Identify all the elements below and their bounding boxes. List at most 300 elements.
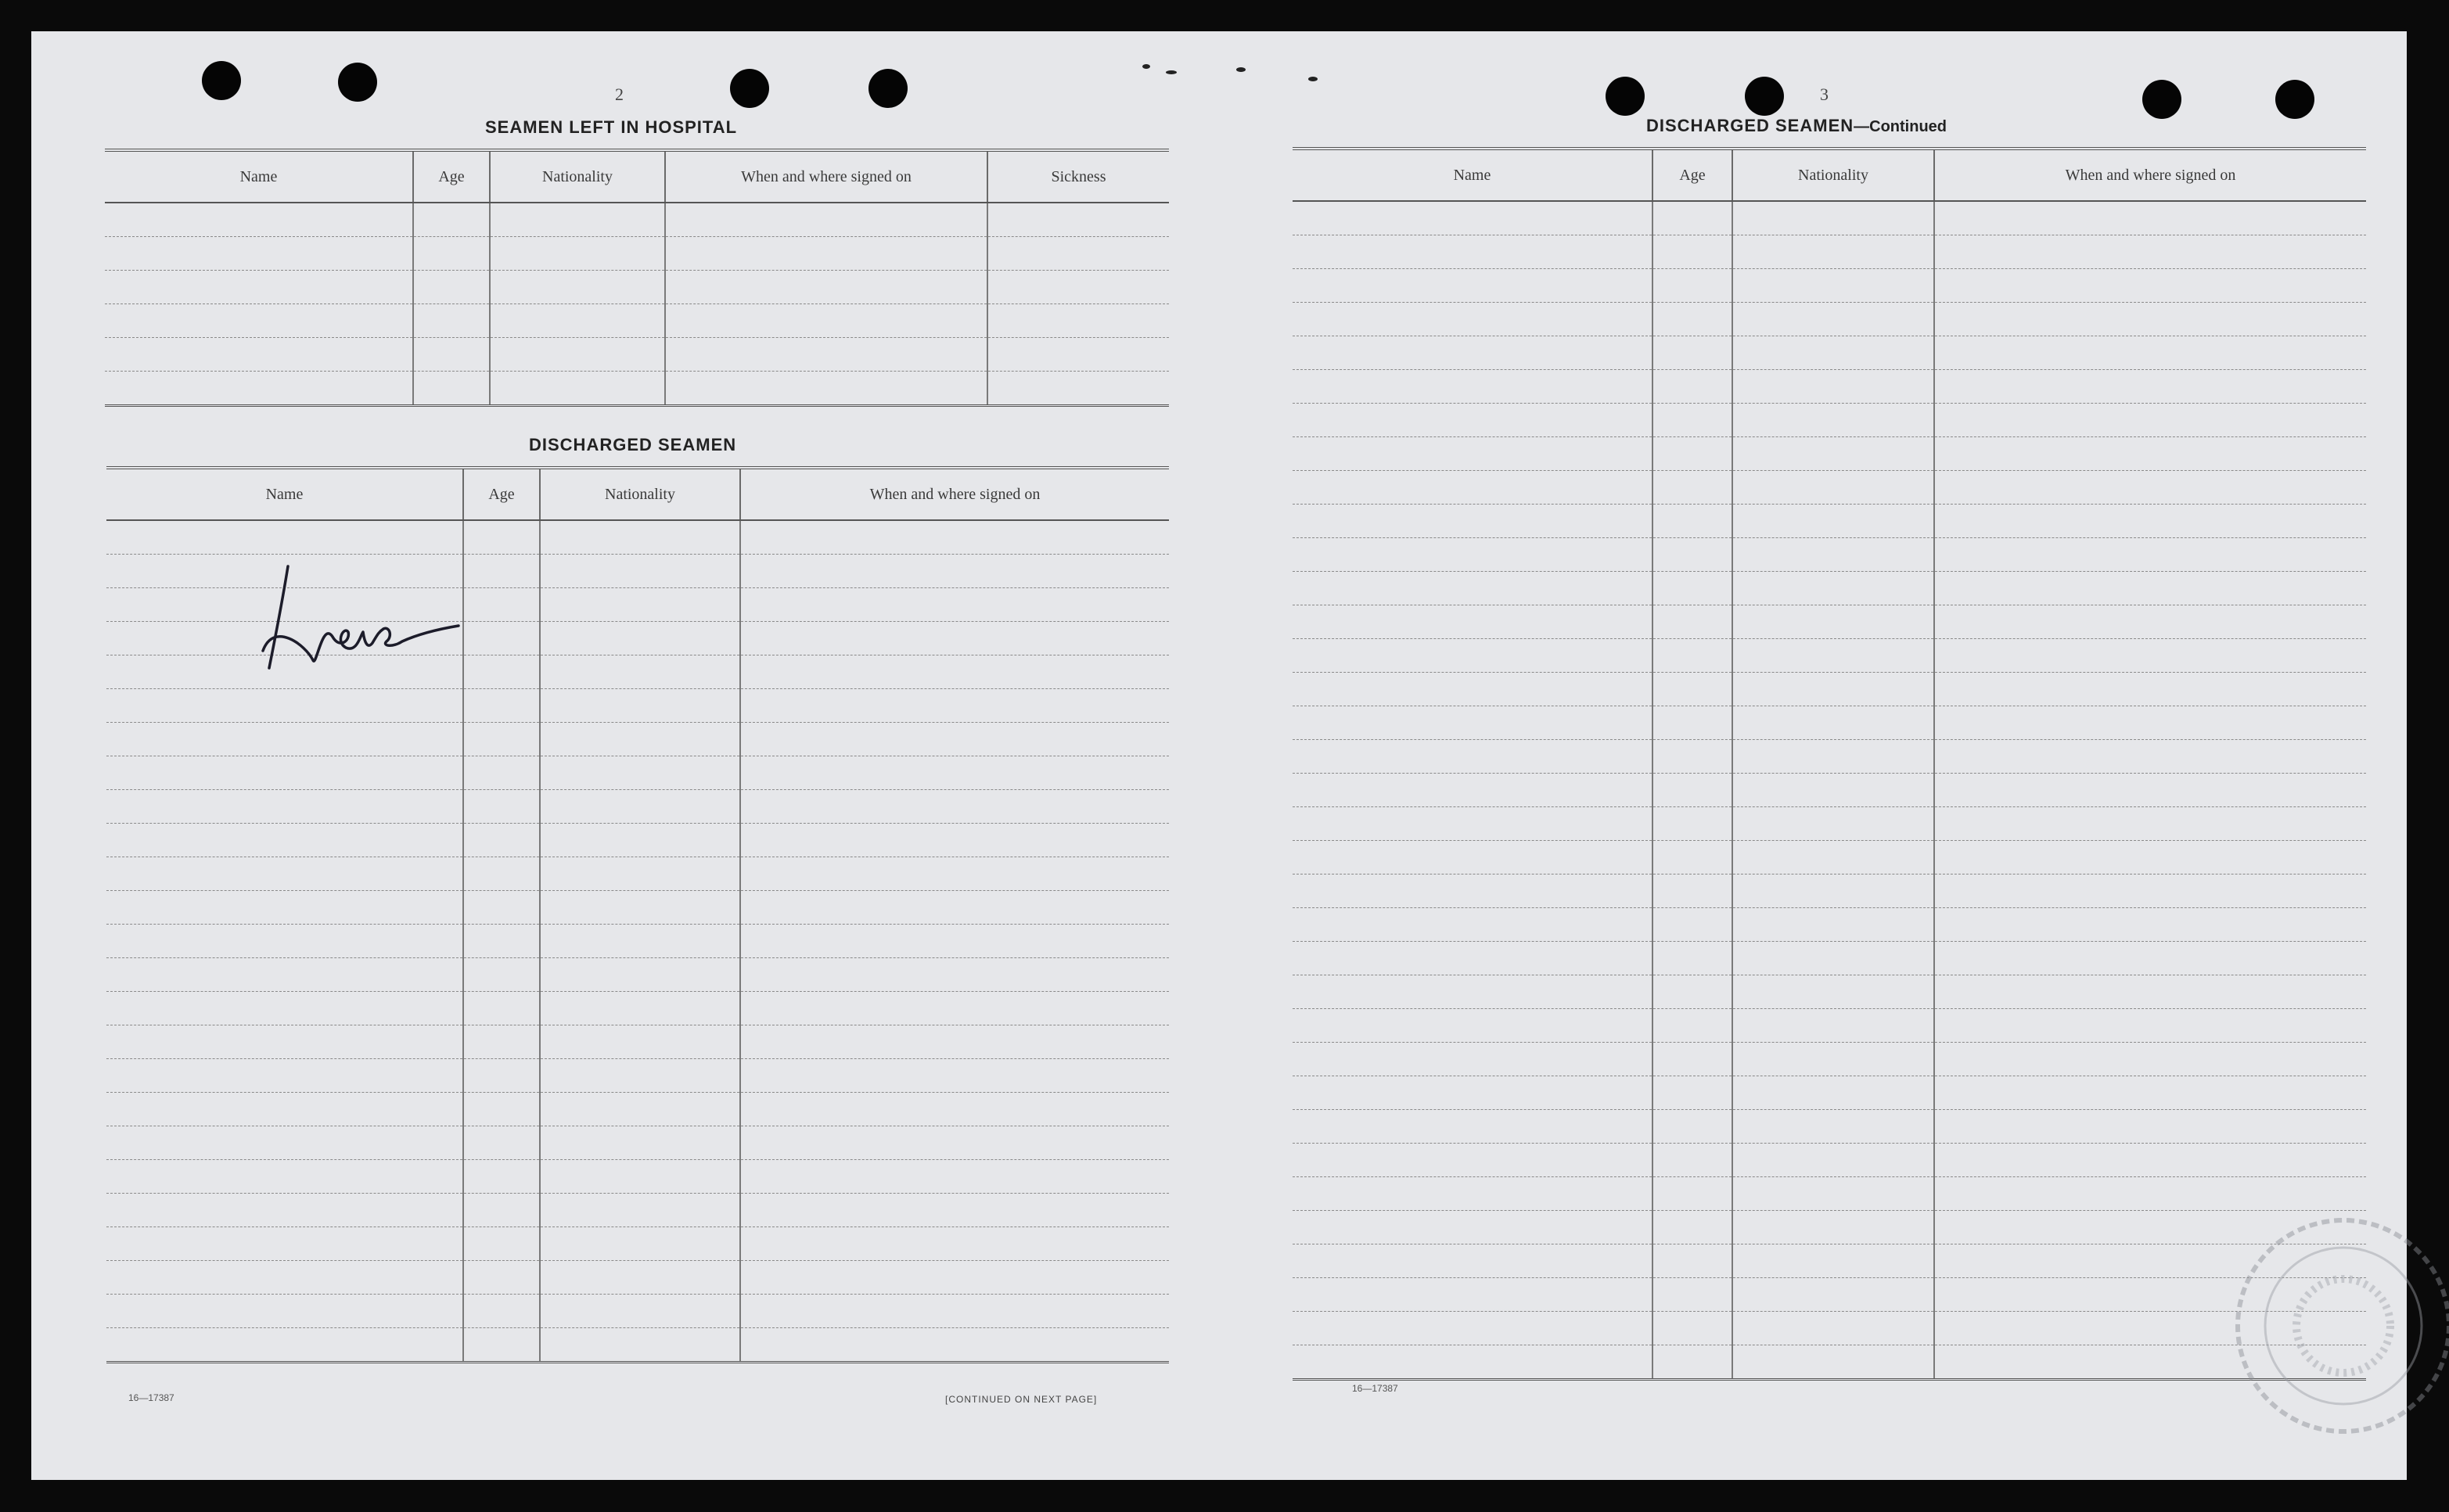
table-cell <box>665 304 987 338</box>
table-cell <box>1652 673 1732 706</box>
table-row <box>1293 370 2366 404</box>
column-header-nationality: Nationality <box>1732 149 1934 201</box>
table-cell <box>1293 471 1652 505</box>
table-cell <box>463 992 540 1025</box>
left-page <box>31 31 1221 1480</box>
table-cell <box>1732 605 1934 639</box>
table-cell <box>106 1160 463 1194</box>
table-row <box>105 271 1169 304</box>
table-cell <box>1652 1043 1732 1076</box>
table-row <box>1293 605 2366 639</box>
table-cell <box>1293 1043 1652 1076</box>
table-cell <box>740 925 1169 958</box>
table-cell <box>740 1025 1169 1059</box>
table-cell <box>1934 505 2366 538</box>
table-cell <box>1934 673 2366 706</box>
speck-mark <box>1236 67 1246 72</box>
table-cell <box>987 304 1169 338</box>
table-cell <box>540 1093 740 1126</box>
table-row <box>106 857 1169 891</box>
table-cell <box>740 520 1169 555</box>
table-cell <box>1732 975 1934 1009</box>
table-cell <box>1652 269 1732 303</box>
table-cell <box>540 790 740 824</box>
table-row <box>1293 404 2366 437</box>
punch-hole-icon <box>730 69 769 108</box>
table-cell <box>540 1025 740 1059</box>
table-cell <box>105 203 413 237</box>
table-cell <box>540 1160 740 1194</box>
table-cell <box>987 338 1169 372</box>
table-cell <box>540 555 740 588</box>
table-cell <box>490 271 665 304</box>
table-cell <box>1934 235 2366 269</box>
table-cell <box>1934 1043 2366 1076</box>
table-cell <box>413 237 490 271</box>
table-row <box>106 1126 1169 1160</box>
table-cell <box>1652 336 1732 370</box>
table-cell <box>1293 437 1652 471</box>
table-cell <box>1293 370 1652 404</box>
table-cell <box>1934 1009 2366 1043</box>
table-row <box>1293 908 2366 942</box>
table-cell <box>1293 1144 1652 1177</box>
table-cell <box>740 857 1169 891</box>
column-header-signed-on: When and where signed on <box>665 150 987 203</box>
table-row <box>1293 841 2366 875</box>
table-cell <box>1293 774 1652 807</box>
table-row <box>1293 437 2366 471</box>
table-cell <box>1934 269 2366 303</box>
table-cell <box>1934 908 2366 942</box>
table-row <box>106 824 1169 857</box>
table-row <box>1293 572 2366 605</box>
table-cell <box>463 1025 540 1059</box>
table-cell <box>540 958 740 992</box>
table-cell <box>106 1126 463 1160</box>
table-cell <box>413 203 490 237</box>
punch-hole-icon <box>1606 77 1645 116</box>
punch-hole-icon <box>2275 80 2314 119</box>
table-cell <box>540 756 740 790</box>
table-row <box>106 756 1169 790</box>
table-row <box>105 372 1169 406</box>
table-cell <box>1732 875 1934 908</box>
table-row <box>106 723 1169 756</box>
table-row <box>1293 774 2366 807</box>
table-cell <box>1293 975 1652 1009</box>
table-cell <box>1934 437 2366 471</box>
punch-hole-icon <box>1745 77 1784 116</box>
table-row <box>1293 1009 2366 1043</box>
table-cell <box>1293 1211 1652 1244</box>
table-row <box>106 1328 1169 1363</box>
table-cell <box>1652 1278 1732 1312</box>
table-cell <box>1732 269 1934 303</box>
table-cell <box>105 237 413 271</box>
column-header-nationality: Nationality <box>490 150 665 203</box>
table-cell <box>1652 303 1732 336</box>
table-cell <box>1732 639 1934 673</box>
table-row <box>1293 1278 2366 1312</box>
table-cell <box>740 1194 1169 1227</box>
table-cell <box>106 891 463 925</box>
table-cell <box>463 655 540 689</box>
table-cell <box>463 1194 540 1227</box>
table-cell <box>463 824 540 857</box>
table-cell <box>540 520 740 555</box>
table-cell <box>1652 875 1732 908</box>
table-cell <box>540 925 740 958</box>
table-cell <box>1652 1345 1732 1380</box>
table-cell <box>1652 1177 1732 1211</box>
table-cell <box>1293 740 1652 774</box>
table-cell <box>106 1093 463 1126</box>
table-cell <box>1652 740 1732 774</box>
table-cell <box>490 338 665 372</box>
table-cell <box>740 1328 1169 1363</box>
table-cell <box>106 1295 463 1328</box>
table-cell <box>740 689 1169 723</box>
table-cell <box>106 723 463 756</box>
table-cell <box>490 237 665 271</box>
table-cell <box>1732 673 1934 706</box>
table-cell <box>463 790 540 824</box>
table-cell <box>1732 807 1934 841</box>
table-cell <box>740 891 1169 925</box>
table-cell <box>1732 1278 1934 1312</box>
table-cell <box>987 372 1169 406</box>
table-cell <box>1652 841 1732 875</box>
table-cell <box>106 1261 463 1295</box>
table-cell <box>1934 706 2366 740</box>
table-row <box>1293 235 2366 269</box>
table-cell <box>1732 1076 1934 1110</box>
table-cell <box>740 1093 1169 1126</box>
table-cell <box>1934 201 2366 235</box>
table-cell <box>490 304 665 338</box>
table-cell <box>1934 1177 2366 1211</box>
table-cell <box>106 1194 463 1227</box>
table-cell <box>463 1126 540 1160</box>
table-cell <box>1732 740 1934 774</box>
table-cell <box>463 689 540 723</box>
table-row <box>106 689 1169 723</box>
table-cell <box>665 338 987 372</box>
column-header-sickness: Sickness <box>987 150 1169 203</box>
table-cell <box>740 1059 1169 1093</box>
official-stamp-icon <box>2230 1212 2449 1439</box>
table-row <box>106 1227 1169 1261</box>
table-cell <box>1293 1177 1652 1211</box>
table-cell <box>463 1160 540 1194</box>
punch-hole-icon <box>338 63 377 102</box>
table-cell <box>540 1328 740 1363</box>
column-header-age: Age <box>1652 149 1732 201</box>
table-cell <box>463 925 540 958</box>
table-cell <box>540 622 740 655</box>
table-cell <box>106 1328 463 1363</box>
table-cell <box>413 304 490 338</box>
table-row <box>106 1160 1169 1194</box>
speck-mark <box>1166 70 1177 74</box>
table-cell <box>540 857 740 891</box>
table-cell <box>463 1328 540 1363</box>
table-row <box>1293 303 2366 336</box>
table-cell <box>463 1227 540 1261</box>
table-row <box>1293 975 2366 1009</box>
table-cell <box>1652 1244 1732 1278</box>
page-number: 2 <box>615 84 624 104</box>
table-row <box>1293 505 2366 538</box>
table-cell <box>740 1126 1169 1160</box>
table-cell <box>1293 572 1652 605</box>
table-cell <box>540 824 740 857</box>
table-cell <box>1934 875 2366 908</box>
table-cell <box>1732 1345 1934 1380</box>
table-cell <box>1732 942 1934 975</box>
handwritten-signature-icon <box>258 551 462 676</box>
table-cell <box>540 1261 740 1295</box>
table-cell <box>1934 841 2366 875</box>
table-cell <box>1934 538 2366 572</box>
table-cell <box>1293 201 1652 235</box>
table-cell <box>463 555 540 588</box>
table-cell <box>1293 1076 1652 1110</box>
table-cell <box>1293 875 1652 908</box>
hospital-table <box>105 149 1169 407</box>
table-cell <box>1934 740 2366 774</box>
table-cell <box>463 520 540 555</box>
table-cell <box>106 756 463 790</box>
discharged-continued-title-main: DISCHARGED SEAMEN <box>1646 116 1854 135</box>
table-cell <box>740 992 1169 1025</box>
table-cell <box>1732 235 1934 269</box>
table-cell <box>1732 841 1934 875</box>
column-header-age: Age <box>413 150 490 203</box>
table-cell <box>1934 774 2366 807</box>
table-row <box>106 520 1169 555</box>
table-cell <box>1293 942 1652 975</box>
table-row <box>106 1059 1169 1093</box>
table-cell <box>1652 807 1732 841</box>
table-row <box>1293 875 2366 908</box>
table-cell <box>1293 841 1652 875</box>
table-cell <box>1652 471 1732 505</box>
table-cell <box>490 372 665 406</box>
table-cell <box>665 203 987 237</box>
table-cell <box>1934 639 2366 673</box>
table-row <box>1293 336 2366 370</box>
table-row <box>1293 807 2366 841</box>
table-cell <box>1652 639 1732 673</box>
table-cell <box>1293 1312 1652 1345</box>
table-cell <box>1652 1076 1732 1110</box>
table-cell <box>1732 1244 1934 1278</box>
table-cell <box>1732 1043 1934 1076</box>
table-cell <box>740 655 1169 689</box>
table-cell <box>1652 235 1732 269</box>
table-cell <box>1934 471 2366 505</box>
table-cell <box>463 756 540 790</box>
table-cell <box>1293 1009 1652 1043</box>
table-cell <box>1293 1278 1652 1312</box>
table-cell <box>1934 370 2366 404</box>
table-cell <box>1293 706 1652 740</box>
table-cell <box>1934 1144 2366 1177</box>
table-cell <box>1652 404 1732 437</box>
table-cell <box>1652 908 1732 942</box>
table-cell <box>987 237 1169 271</box>
table-cell <box>1732 1211 1934 1244</box>
speck-mark <box>1308 77 1318 81</box>
table-cell <box>1732 370 1934 404</box>
table-cell <box>1732 505 1934 538</box>
table-row <box>1293 1345 2366 1380</box>
table-cell <box>105 372 413 406</box>
table-cell <box>106 520 463 555</box>
table-cell <box>740 622 1169 655</box>
table-cell <box>1293 303 1652 336</box>
table-row <box>1293 1211 2366 1244</box>
table-cell <box>106 857 463 891</box>
right-page <box>1252 31 2407 1480</box>
discharged-continued-title <box>1646 116 1947 136</box>
column-header-age: Age <box>463 468 540 520</box>
table-cell <box>540 1295 740 1328</box>
table-row <box>1293 673 2366 706</box>
table-row <box>106 992 1169 1025</box>
table-cell <box>1652 774 1732 807</box>
table-row <box>1293 1144 2366 1177</box>
column-header-signed-on: When and where signed on <box>740 468 1169 520</box>
table-cell <box>463 1261 540 1295</box>
table-cell <box>987 271 1169 304</box>
table-cell <box>1293 807 1652 841</box>
page-number: 3 <box>1820 84 1829 104</box>
table-cell <box>1732 1177 1934 1211</box>
table-row <box>1293 740 2366 774</box>
table-cell <box>1934 1110 2366 1144</box>
table-cell <box>1652 1110 1732 1144</box>
punch-hole-icon <box>202 61 241 100</box>
table-cell <box>1652 1009 1732 1043</box>
table-cell <box>463 622 540 655</box>
table-cell <box>105 271 413 304</box>
table-cell <box>1652 605 1732 639</box>
table-row <box>106 1093 1169 1126</box>
table-cell <box>106 689 463 723</box>
document-sheet <box>31 31 2407 1480</box>
table-row <box>106 1025 1169 1059</box>
table-cell <box>1732 404 1934 437</box>
table-cell <box>665 237 987 271</box>
table-row <box>106 958 1169 992</box>
table-cell <box>1652 538 1732 572</box>
table-row <box>1293 471 2366 505</box>
table-cell <box>1934 605 2366 639</box>
table-cell <box>1293 605 1652 639</box>
table-cell <box>1732 336 1934 370</box>
table-cell <box>1293 1345 1652 1380</box>
table-cell <box>106 1227 463 1261</box>
table-cell <box>540 723 740 756</box>
table-cell <box>1732 774 1934 807</box>
table-cell <box>540 891 740 925</box>
column-header-name: Name <box>106 468 463 520</box>
table-cell <box>1293 908 1652 942</box>
table-row <box>106 1261 1169 1295</box>
table-row <box>1293 706 2366 740</box>
table-cell <box>463 891 540 925</box>
table-cell <box>1732 538 1934 572</box>
table-cell <box>540 1059 740 1093</box>
table-row <box>1293 1244 2366 1278</box>
table-cell <box>1652 942 1732 975</box>
table-cell <box>490 203 665 237</box>
table-cell <box>463 723 540 756</box>
table-cell <box>1652 975 1732 1009</box>
table-cell <box>1652 1211 1732 1244</box>
table-cell <box>1934 572 2366 605</box>
table-cell <box>540 1227 740 1261</box>
table-row <box>106 891 1169 925</box>
column-header-name: Name <box>1293 149 1652 201</box>
continued-note: [CONTINUED ON NEXT PAGE] <box>945 1394 1098 1405</box>
table-cell <box>1934 975 2366 1009</box>
table-cell <box>1652 572 1732 605</box>
table-cell <box>1934 336 2366 370</box>
table-cell <box>413 271 490 304</box>
table-cell <box>106 992 463 1025</box>
table-row <box>105 338 1169 372</box>
table-cell <box>740 1261 1169 1295</box>
table-cell <box>740 790 1169 824</box>
table-row <box>1293 269 2366 303</box>
table-cell <box>987 203 1169 237</box>
table-cell <box>1652 370 1732 404</box>
table-cell <box>1934 404 2366 437</box>
table-cell <box>1652 437 1732 471</box>
discharged-continued-title-suffix: —Continued <box>1854 118 1947 135</box>
table-row <box>1293 538 2366 572</box>
table-cell <box>463 857 540 891</box>
table-row <box>1293 1312 2366 1345</box>
table-cell <box>1652 201 1732 235</box>
table-cell <box>1293 336 1652 370</box>
form-code: 16—17387 <box>1352 1383 1398 1394</box>
table-cell <box>1732 908 1934 942</box>
table-cell <box>1732 1312 1934 1345</box>
table-cell <box>1293 1244 1652 1278</box>
table-row <box>106 1295 1169 1328</box>
table-cell <box>1732 572 1934 605</box>
table-cell <box>1732 706 1934 740</box>
table-cell <box>665 372 987 406</box>
column-header-nationality: Nationality <box>540 468 740 520</box>
column-header-name: Name <box>105 150 413 203</box>
table-cell <box>1934 1076 2366 1110</box>
punch-hole-icon <box>868 69 908 108</box>
table-cell <box>1732 201 1934 235</box>
table-cell <box>1732 1009 1934 1043</box>
table-row <box>105 203 1169 237</box>
table-row <box>1293 942 2366 975</box>
hospital-section-title: SEAMEN LEFT IN HOSPITAL <box>485 117 738 137</box>
table-cell <box>740 1160 1169 1194</box>
table-cell <box>1293 673 1652 706</box>
table-cell <box>463 1093 540 1126</box>
